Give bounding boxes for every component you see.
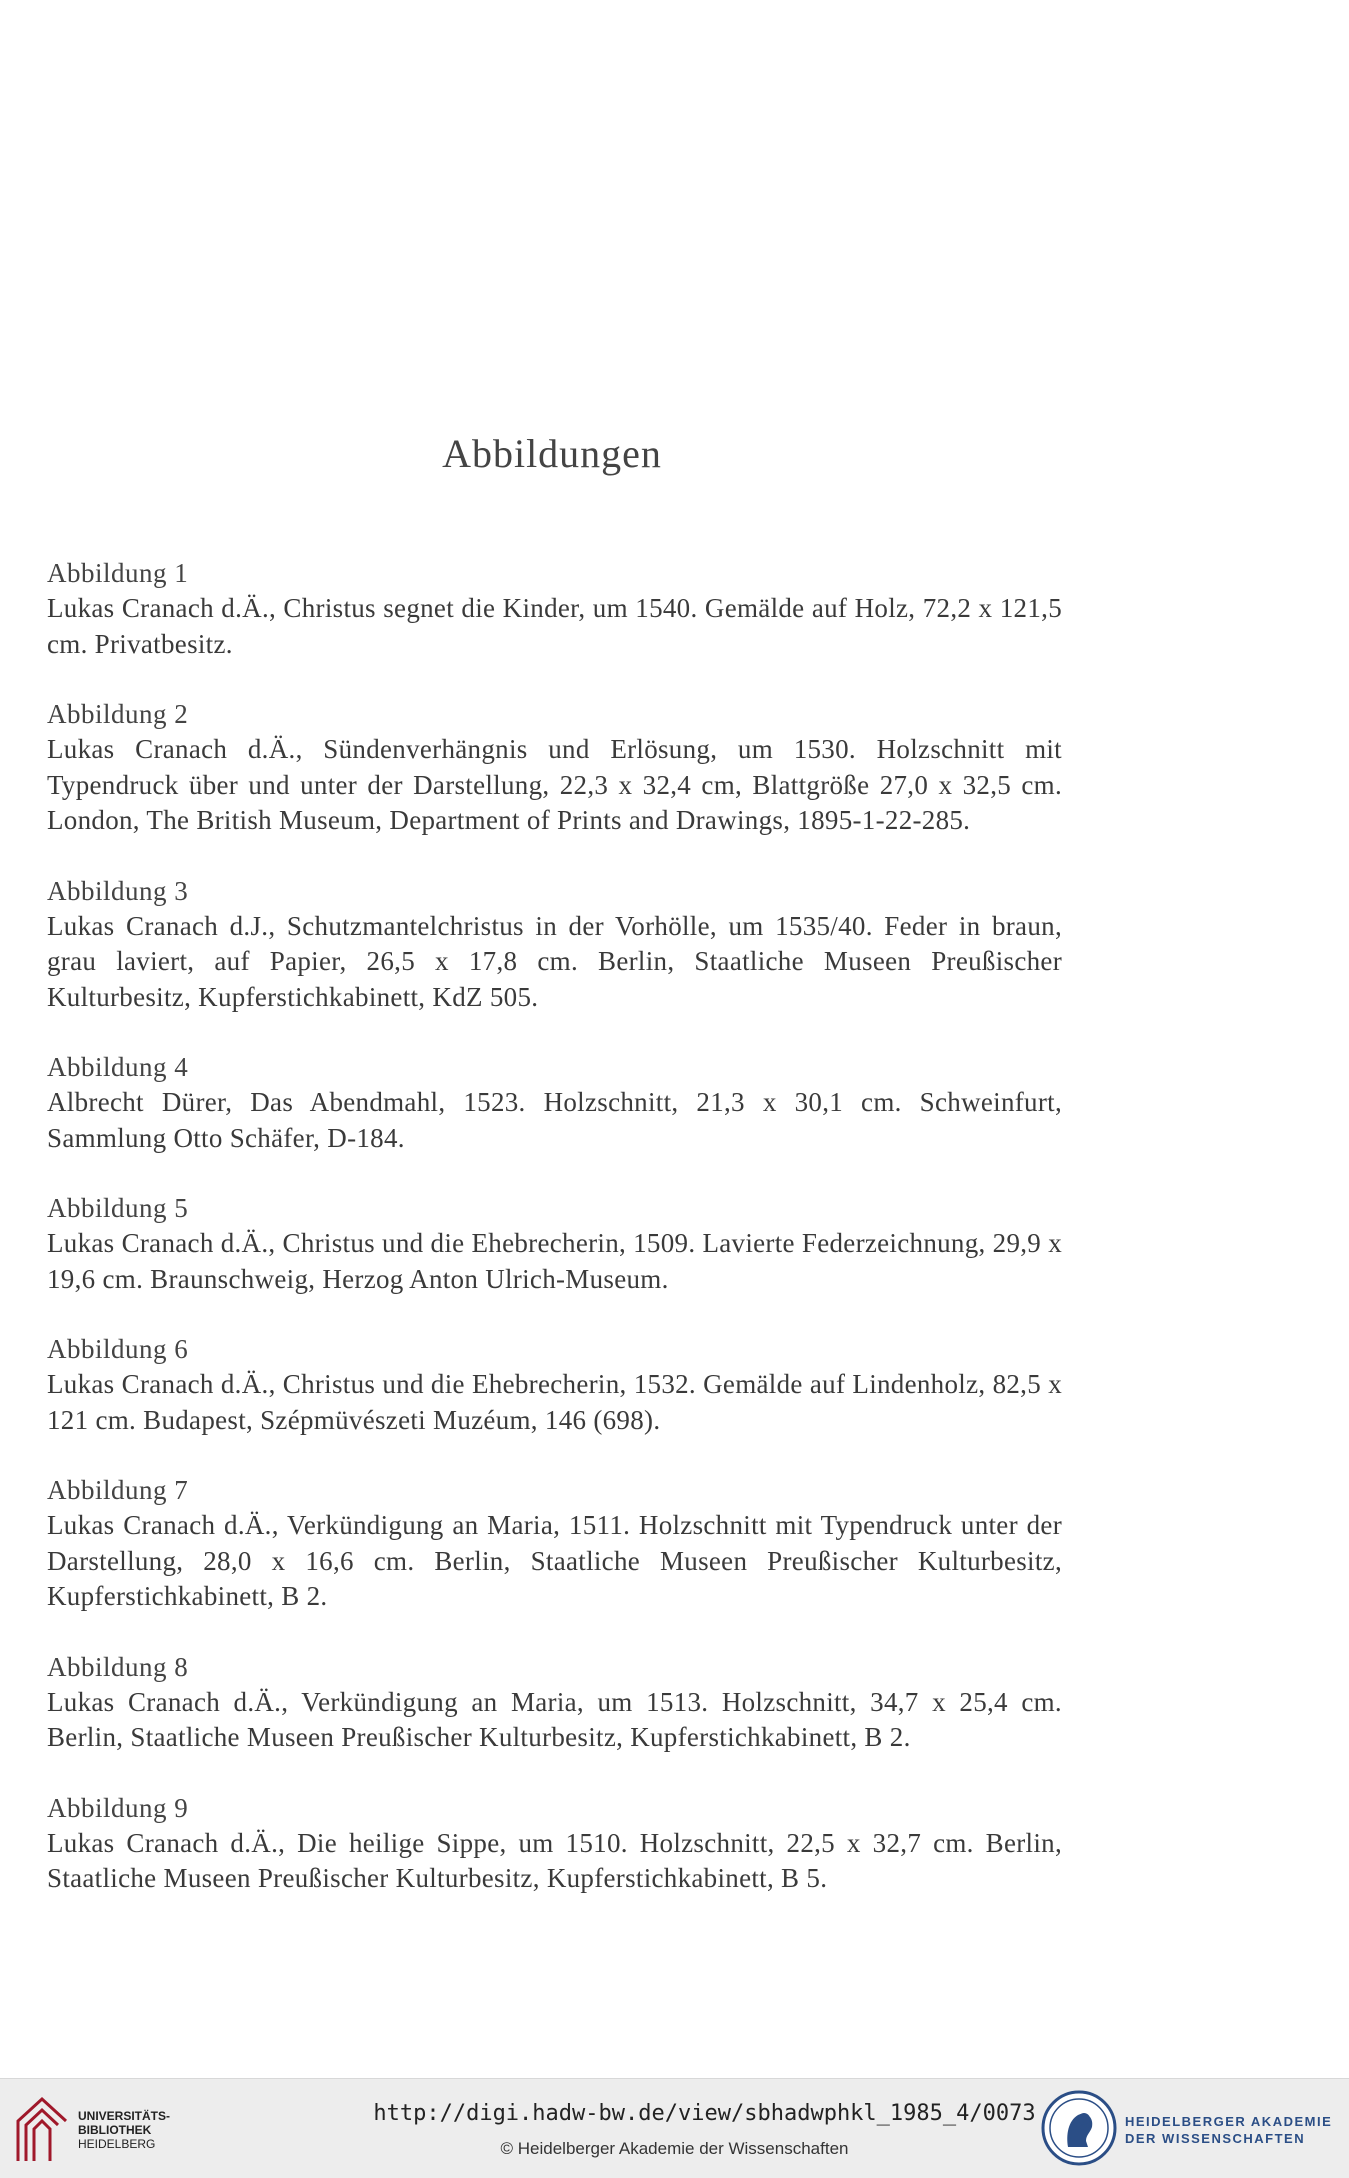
viewer-footer [0, 2078, 1349, 2178]
copyright-notice: © Heidelberger Akademie der Wissenschaften [500, 2139, 849, 2158]
figure-label: Abbildung 6 [47, 1334, 189, 1364]
university-library-name: UNIVERSITÄTS- BIBLIOTHEK HEIDELBERG [78, 2109, 171, 2151]
figure-entry [47, 1791, 1062, 1897]
figure-caption: Lukas Cranach d.Ä., Christus und die Ehebrecherin, 1532. Gemälde auf Lindenholz, 82,5 x 121 cm. Budapest, Szépmüvészeti Muzéum, 146 (698). [47, 1369, 1062, 1435]
figure-label: Abbildung 7 [47, 1475, 189, 1505]
figure-label: Abbildung 1 [47, 558, 189, 588]
figure-caption: Lukas Cranach d.Ä., Verkündigung an Maria, 1511. Holzschnitt mit Typendruck unter der Darstellung, 28,0 x 16,6 cm. Berlin, Staatliche Museen Preußischer Kulturbesitz, Kupferstichkabinett, B 2. [47, 1510, 1062, 1611]
figure-entry [47, 697, 1062, 839]
figure-entry [47, 874, 1062, 1016]
figure-entry [47, 1473, 1062, 1615]
figure-caption: Lukas Cranach d.Ä., Sündenverhängnis und Erlösung, um 1530. Holzschnitt mit Typendruck über und unter der Darstellung, 22,3 x 32,4 cm, Blattgröße 27,0 x 32,5 cm. London, The British Museum, Department of Prints and Drawings, 1895-1-22-285. [47, 734, 1062, 835]
figure-caption: Lukas Cranach d.Ä., Christus segnet die Kinder, um 1540. Gemälde auf Holz, 72,2 x 121,5 cm. Privatbesitz. [47, 593, 1062, 659]
figure-label: Abbildung 9 [47, 1792, 189, 1823]
figure-entry [47, 1332, 1062, 1438]
figure-caption: Lukas Cranach d.Ä., Christus und die Ehebrecherin, 1509. Lavierte Federzeichnung, 29,9 x 19,6 cm. Braunschweig, Herzog Anton Ulrich-Museum. [47, 1228, 1062, 1294]
page-title: Abbildungen [442, 431, 662, 476]
figure-caption: Lukas Cranach d.J., Schutzmantelchristus in der Vorhölle, um 1535/40. Feder in braun, grau laviert, auf Papier, 26,5 x 17,8 cm. Berlin, Staatliche Museen Preußischer Kulturbesitz, Kupferstichkabinett, KdZ 505. [47, 910, 1062, 1012]
figure-entry [47, 1650, 1062, 1756]
permalink[interactable]: http://digi.hadw-bw.de/view/sbhadwphkl_1985_4/0073 [373, 2101, 1036, 2126]
figure-label: Abbildung 2 [47, 699, 189, 729]
figure-caption: Lukas Cranach d.Ä., Verkündigung an Maria, um 1513. Holzschnitt, 34,7 x 25,4 cm. Berlin, Staatliche Museen Preußischer Kulturbesitz, Kupferstichkabinett, B 2. [47, 1686, 1062, 1752]
figure-list [47, 556, 1062, 1932]
academy-seal-icon [1040, 2089, 1118, 2167]
figure-caption: Lukas Cranach d.Ä., Die heilige Sippe, um 1510. Holzschnitt, 22,5 x 32,7 cm. Berlin, Staatliche Museen Preußischer Kulturbesitz, Kupferstichkabinett, B 5. [47, 1827, 1062, 1893]
figure-label: Abbildung 5 [47, 1193, 189, 1223]
figure-entry [47, 1050, 1062, 1156]
figure-entry [47, 1191, 1062, 1297]
figure-label: Abbildung 8 [47, 1651, 189, 1682]
figure-entry [47, 556, 1062, 662]
figure-label: Abbildung 3 [47, 875, 189, 906]
academy-name: HEIDELBERGER AKADEMIE DER WISSENSCHAFTEN [1125, 2114, 1333, 2146]
figure-label: Abbildung 4 [47, 1052, 189, 1082]
figure-caption: Albrecht Dürer, Das Abendmahl, 1523. Holzschnitt, 21,3 x 30,1 cm. Schweinfurt, Sammlung Otto Schäfer, D-184. [47, 1087, 1062, 1153]
